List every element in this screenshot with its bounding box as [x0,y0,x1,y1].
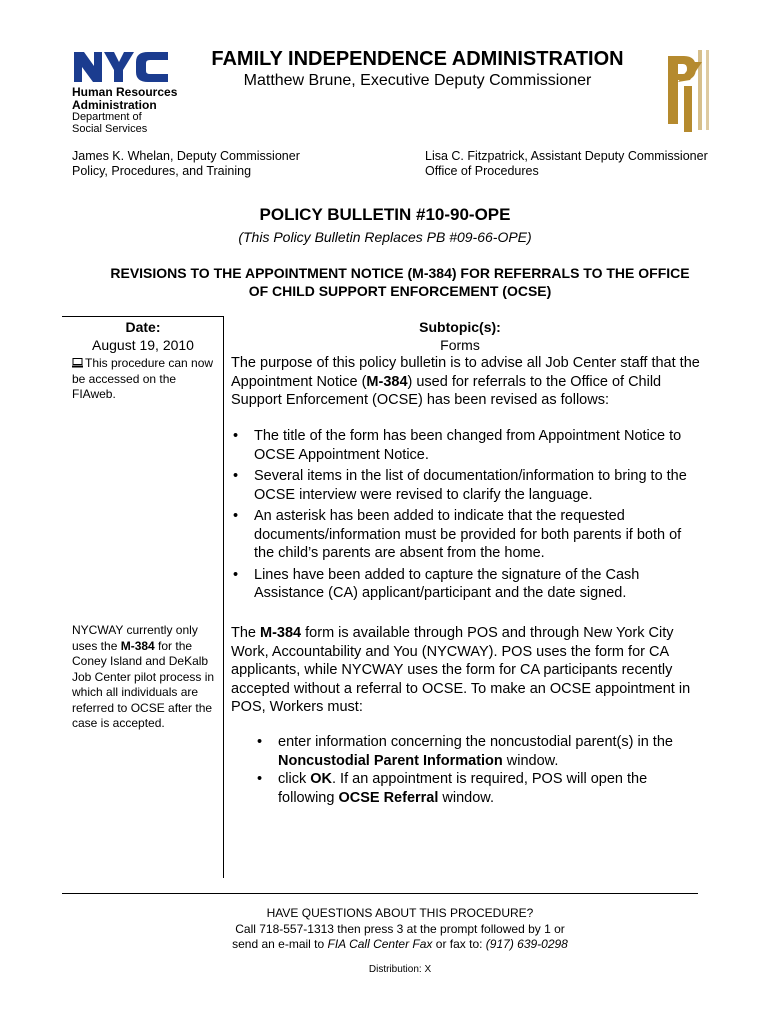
availability-paragraph [231,624,701,717]
subject-line-1: REVISIONS TO THE APPOINTMENT NOTICE (M-384) FOR REFERRALS TO THE OFFICE [110,265,690,281]
date-label: Date: [125,319,161,335]
email-instructions [0,937,770,953]
step2-ok-label: OK [310,771,332,787]
nycway-note [72,623,220,732]
divider-top [62,316,224,317]
dss-name-line2: Social Services [72,122,148,135]
list-item: • Several items in the list of documentation/information to bring to the OCSE interview were revised to clarify the language. [231,467,701,504]
availability-text-c: form is available through POS and through New York City Work, Accountability and You (NYCWAY). POS uses the form for CA applicants, while NYCWAY uses the form for CA participants recently accepted without a referral to OCSE. To make an OCSE appointment in POS, Workers must: [231,625,691,715]
purpose-paragraph [231,354,701,410]
availability-form-number: M-384 [260,625,302,641]
assistant-deputy-block [425,149,708,179]
purpose-form-number: M-384 [366,373,408,390]
step1-text-a: enter information concerning the noncustodial parent(s) in the [278,734,673,750]
agency-name: FAMILY INDEPENDENCE ADMINISTRATION [211,48,624,70]
subject-line-2: OF CHILD SUPPORT ENFORCEMENT (OCSE) [248,283,552,299]
list-item [255,770,705,807]
nycway-note-form: M-384 [120,638,155,653]
fiaweb-note-text: This procedure can now be accessed on the FIAweb. [72,356,214,401]
nycway-note-text-a: NYCWAY currently only uses the [72,623,198,653]
bulletin-subject [80,264,720,300]
pos-steps-list [255,733,705,807]
availability-text-a: The [231,625,261,641]
column-divider [223,316,224,878]
assistant-deputy-office: Office of Procedures [425,164,539,178]
assistant-deputy-name: Lisa C. Fitzpatrick, Assistant Deputy Commissioner [425,149,708,163]
step1-window-name: Noncustodial Parent Information [278,752,503,769]
step1-text-c: window. [502,752,559,769]
questions-heading: HAVE QUESTIONS ABOUT THIS PROCEDURE? [266,906,534,920]
date-value: August 19, 2010 [92,337,194,353]
fiaweb-note [72,356,220,403]
list-item: • The title of the form has been changed from Appointment Notice to OCSE Appointment Notice. [231,427,701,464]
bulletin-title: POLICY BULLETIN #10-90-OPE [259,205,511,224]
subtopic-value: Forms [440,337,480,353]
deputy-commissioner-block [72,149,300,179]
list-item: • An asterisk has been added to indicate that the requested documents/information must be provided for both parents if both of the child’s parents are absent from the home. [231,507,701,563]
step2-text-a: click [278,771,311,787]
step2-text-c: . If an appointment is required, POS will open the following [278,771,648,806]
call-instructions: Call 718-557-1313 then press 3 at the prompt followed by 1 or [235,921,565,936]
computer-icon [72,358,83,368]
email-text-a: send an e-mail to [232,937,328,951]
nyc-logo-mark [72,48,172,86]
fia-call-center-fax: FIA Call Center Fax [327,937,433,951]
revision-list [231,427,701,606]
hra-name-line2: Administration [72,98,157,112]
executive-commissioner: Matthew Brune, Executive Deputy Commissioner [243,72,592,89]
divider-bottom [62,893,698,894]
contact-footer [0,906,770,953]
purpose-text-a: The purpose of this policy bulletin is to advise all Job Center staff that the Appointment Notice ( [231,355,700,390]
pfi-logo [664,46,716,134]
hra-name-line1: Human Resources [72,85,178,99]
bulletin-replaces: (This Policy Bulletin Replaces PB #09-66-OPE) [238,229,532,245]
fax-number: (917) 639-0298 [485,937,568,951]
deputy-office: Policy, Procedures, and Training [72,164,252,178]
list-item: • Lines have been added to capture the signature of the Cash Assistance (CA) applicant/participant and the date signed. [231,566,701,603]
list-item [255,733,705,770]
subtopic-label: Subtopic(s): [419,319,501,335]
step2-text-e: window. [438,789,495,806]
nycway-note-text-c: for the Coney Island and DeKalb Job Center pilot process in which all individuals are referred to OCSE after the case is accepted. [72,638,215,730]
nyc-hra-logo [72,48,182,135]
dss-name-line1: Department of [72,111,142,123]
email-text-c: or fax to: [432,937,486,951]
purpose-text-c: ) used for referrals to the Office of Child Support Enforcement (OCSE) has been revised as follows: [231,373,662,408]
distribution-code: Distribution: X [368,964,432,975]
step2-window-name: OCSE Referral [338,789,439,806]
deputy-name: James K. Whelan, Deputy Commissioner [72,149,300,163]
